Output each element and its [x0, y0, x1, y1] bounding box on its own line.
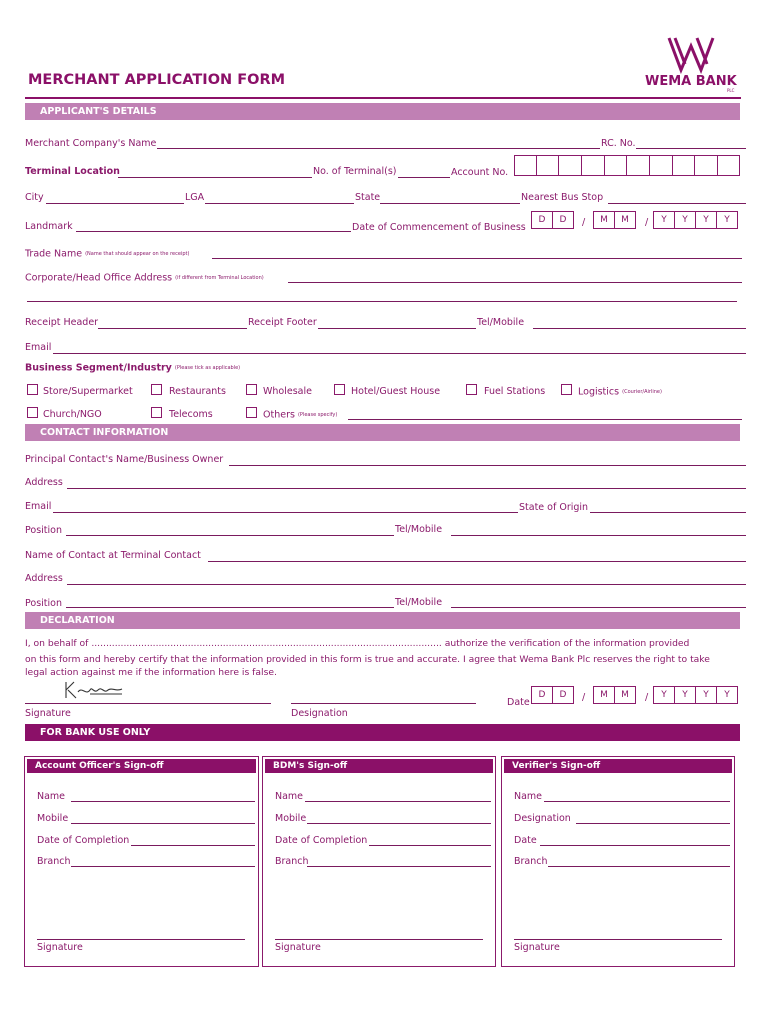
terminal-location-label: Terminal Location — [25, 166, 120, 177]
officer-signature-label: Signature — [37, 942, 83, 953]
logo-text: WEMA BANK — [645, 74, 737, 89]
applicant-tel-field[interactable] — [533, 328, 746, 329]
account-officer-panel — [24, 756, 259, 967]
bdm-name-field[interactable] — [305, 801, 491, 802]
wholesale-label: Wholesale — [263, 386, 312, 397]
city-label: City — [25, 192, 44, 203]
contact-position-label: Position — [25, 525, 62, 536]
checkbox-store[interactable] — [27, 384, 38, 395]
landmark-label: Landmark — [25, 221, 73, 232]
bus-stop-label: Nearest Bus Stop — [521, 192, 604, 203]
receipt-header-field[interactable] — [98, 328, 247, 329]
lga-field[interactable] — [205, 203, 354, 204]
contact-tel-label: Tel/Mobile — [395, 524, 443, 535]
verifier-designation-field[interactable] — [576, 823, 730, 824]
contact-position-field[interactable] — [66, 535, 394, 536]
signature-label: Signature — [25, 708, 71, 719]
wema-w-icon — [667, 34, 717, 74]
title-underline — [25, 97, 741, 99]
section-declaration-header: DECLARATION — [25, 612, 740, 629]
contact-address2-field[interactable] — [67, 584, 746, 585]
receipt-footer-field[interactable] — [318, 328, 476, 329]
bdm-date-field[interactable] — [369, 845, 491, 846]
bdm-branch-field[interactable] — [307, 866, 491, 867]
signature-line[interactable] — [25, 703, 271, 704]
officer-name-field[interactable] — [71, 801, 255, 802]
contact-address-label: Address — [25, 477, 63, 488]
restaurants-label: Restaurants — [169, 386, 226, 397]
logo-subtext: PLC — [727, 88, 735, 93]
bdm-mobile-label: Mobile — [275, 813, 307, 824]
landmark-field[interactable] — [76, 231, 351, 232]
verifier-panel — [501, 756, 735, 967]
verifier-branch-field[interactable] — [548, 866, 730, 867]
contact-tel2-field[interactable] — [451, 607, 746, 608]
rc-no-field[interactable] — [636, 148, 746, 149]
officer-branch-label: Branch — [37, 856, 71, 867]
terminal-contact-label: Name of Contact at Terminal Contact — [25, 550, 201, 561]
officer-branch-field[interactable] — [71, 866, 255, 867]
principal-field[interactable] — [229, 465, 746, 466]
principal-label: Principal Contact's Name/Business Owner — [25, 454, 224, 465]
office-address-field[interactable] — [288, 282, 742, 283]
state-field[interactable] — [380, 203, 520, 204]
verifier-title: Verifier's Sign-off — [504, 759, 732, 773]
terminal-location-field[interactable] — [118, 177, 312, 178]
verifier-branch-label: Branch — [514, 856, 548, 867]
handwritten-signature — [62, 678, 142, 702]
declaration-line-2: on this form and hereby certify that the information provided in this form is true and accurate. I agree that Wema Bank Plc reserves the right to take — [25, 654, 710, 665]
receipt-footer-label: Receipt Footer — [248, 317, 317, 328]
officer-date-field[interactable] — [131, 845, 255, 846]
contact-email-label: Email — [25, 501, 52, 512]
contact-tel2-label: Tel/Mobile — [395, 597, 443, 608]
state-origin-field[interactable] — [590, 512, 746, 513]
checkbox-others[interactable] — [246, 407, 257, 418]
trade-name-field[interactable] — [212, 258, 742, 259]
application-form-page: MERCHANT APPLICATION FORM WEMA BANK PLC APPLICANT'S DETAILS Merchant Company's Name RC. No. Terminal Location No. of Terminal(s) Account No. City LGA State Nearest Bus Stop Landmark Date of Commencement of Business D D / M M / Y Y Y Y Trade Name (Name that should appear on the receipt) Corporate/Head Office Address (if different from Terminal Location) Receipt Header Receipt Footer Tel/Mobile Email Business Segment/Industry (Please tick as applicable) Store/Supermarket Restaurants Wholesale Hotel/Guest House Fuel Stations Logistics (Courier/Airline) Church/NGO Telecoms Others (Please specify) CONTACT INFORMATION Principal Contact's Name/Business Owner Address Email State of Origin Position Tel/Mobile Name of Contact at Terminal Contact Address Position Tel/Mobile DECLARATION I, on behalf of ........................................................................................................................ authorize the verification of the information provided on this form and hereby certify that the information provided in this form is true and accurate. I agree that Wema Bank Plc reserves the right to take legal action against me if the information here is false. Date D D / M M / Y Y Y Y Signature Designation FOR BANK USE ONLY Account Officer's Sign-off Name Mobile Date of Completion Branch Signature BDM's Sign-off Name Mobile Date of Completion Branch Signature Verifier's Sign-off Name Designation Date Branch Signature — [0, 0, 768, 1024]
contact-position2-field[interactable] — [66, 607, 394, 608]
bus-stop-field[interactable] — [608, 203, 746, 204]
contact-position2-label: Position — [25, 598, 62, 609]
bdm-signature-label: Signature — [275, 942, 321, 953]
verifier-name-field[interactable] — [544, 801, 730, 802]
designation-label: Designation — [291, 708, 348, 719]
declaration-line-1: I, on behalf of ........................................................................................................................ authorize the verification of the information provided — [25, 638, 690, 649]
receipt-header-label: Receipt Header — [25, 317, 99, 328]
page-title: MERCHANT APPLICATION FORM — [28, 72, 286, 88]
account-no-label: Account No. — [451, 167, 509, 178]
account-no-boxes[interactable] — [514, 155, 740, 176]
state-origin-label: State of Origin — [519, 502, 589, 513]
telecoms-label: Telecoms — [169, 409, 213, 420]
applicant-email-field[interactable] — [53, 353, 746, 354]
logistics-label: Logistics (Courier/Airline) — [578, 386, 662, 398]
officer-date-label: Date of Completion — [37, 835, 130, 846]
fuel-label: Fuel Stations — [484, 386, 546, 397]
company-name-field[interactable] — [157, 148, 600, 149]
officer-name-label: Name — [37, 791, 66, 802]
checkbox-hotel[interactable] — [334, 384, 345, 395]
officer-mobile-label: Mobile — [37, 813, 69, 824]
store-label: Store/Supermarket — [43, 386, 133, 397]
bdm-signature-line[interactable] — [275, 939, 483, 940]
section-bank-use-header: FOR BANK USE ONLY — [25, 724, 740, 741]
verifier-designation-label: Designation — [514, 813, 571, 824]
church-label: Church/NGO — [43, 409, 102, 420]
office-address-field-2[interactable] — [27, 301, 737, 302]
rc-no-label: RC. No. — [601, 138, 636, 149]
segment-label: Business Segment/Industry (Please tick as applicable) — [25, 362, 241, 374]
section-contact-header: CONTACT INFORMATION — [25, 424, 740, 441]
contact-tel-field[interactable] — [451, 535, 746, 536]
verifier-signature-label: Signature — [514, 942, 560, 953]
checkbox-fuel[interactable] — [466, 384, 477, 395]
designation-line[interactable] — [291, 703, 476, 704]
declaration-line-3: legal action against me if the information here is false. — [25, 667, 277, 678]
declaration-date-label: Date — [507, 697, 530, 708]
checkbox-logistics[interactable] — [561, 384, 572, 395]
contact-email-field[interactable] — [53, 512, 518, 513]
no-terminals-label: No. of Terminal(s) — [313, 166, 397, 177]
verifier-date-label: Date — [514, 835, 537, 846]
commencement-label: Date of Commencement of Business — [352, 222, 526, 233]
others-specify-field[interactable] — [348, 419, 742, 420]
applicant-tel-label: Tel/Mobile — [477, 317, 525, 328]
bdm-panel — [262, 756, 496, 967]
hotel-label: Hotel/Guest House — [351, 386, 441, 397]
officer-mobile-field[interactable] — [71, 823, 255, 824]
state-label: State — [355, 192, 381, 203]
verifier-date-field[interactable] — [540, 845, 730, 846]
contact-address2-label: Address — [25, 573, 63, 584]
company-name-label: Merchant Company's Name — [25, 138, 157, 149]
verifier-name-label: Name — [514, 791, 543, 802]
terminal-contact-field[interactable] — [208, 561, 746, 562]
checkbox-wholesale[interactable] — [246, 384, 257, 395]
trade-name-label: Trade Name (Name that should appear on the receipt) — [25, 248, 190, 260]
section-applicant-header: APPLICANT'S DETAILS — [25, 103, 740, 120]
office-address-label: Corporate/Head Office Address (if different from Terminal Location) — [25, 272, 264, 284]
applicant-email-label: Email — [25, 342, 52, 353]
bdm-date-label: Date of Completion — [275, 835, 368, 846]
contact-address-field[interactable] — [67, 488, 746, 489]
bdm-branch-label: Branch — [275, 856, 309, 867]
verifier-signature-line[interactable] — [514, 939, 722, 940]
others-label: Others (Please specify) — [263, 409, 338, 421]
officer-signature-line[interactable] — [37, 939, 245, 940]
lga-label: LGA — [185, 192, 205, 203]
no-terminals-field[interactable] — [398, 177, 450, 178]
city-field[interactable] — [46, 203, 184, 204]
checkbox-telecoms[interactable] — [151, 407, 162, 418]
checkbox-restaurants[interactable] — [151, 384, 162, 395]
checkbox-church[interactable] — [27, 407, 38, 418]
bdm-mobile-field[interactable] — [307, 823, 491, 824]
bdm-name-label: Name — [275, 791, 304, 802]
wema-bank-logo — [640, 34, 750, 92]
bdm-title: BDM's Sign-off — [265, 759, 493, 773]
account-officer-title: Account Officer's Sign-off — [27, 759, 256, 773]
